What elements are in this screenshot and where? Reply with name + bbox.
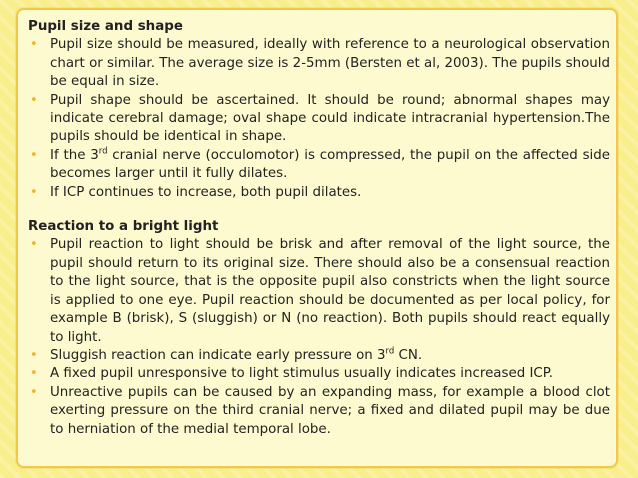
bullet-list-light-reaction [28, 236, 610, 438]
list-item [28, 36, 610, 91]
bullet-text: Pupil size should be measured, ideally with reference to a neurological observation chart or similar. The average size is 2-5mm (Bersten et al, 2003). The pupils should be equal in size. [50, 37, 610, 90]
superscript-ordinal: rd [98, 146, 108, 157]
section-spacer [28, 202, 610, 218]
section-title-pupil-size: Pupil size and shape [28, 19, 183, 34]
list-item [28, 365, 610, 383]
bullet-text: Unreactive pupils can be caused by an expanding mass, for example a blood clot exerting pressure on the third cranial nerve; a fixed and dilated pupil may be due to herniation of the medial temporal lobe. [50, 384, 610, 437]
bullet-icon: • [30, 366, 38, 382]
bullet-text-start: If the 3 [50, 147, 99, 163]
bullet-icon: • [30, 384, 38, 400]
list-item [28, 184, 610, 202]
bullet-text-end: CN. [394, 347, 423, 363]
bullet-icon: • [30, 37, 38, 53]
superscript-ordinal: rd [385, 346, 395, 357]
list-item [28, 347, 610, 365]
bullet-text: Pupil shape should be ascertained. It should be round; abnormal shapes may indicate cerebral damage; oval shape could indicate intracranial hypertension.The pupils should be identical in shape. [50, 92, 610, 145]
bullet-icon: • [30, 147, 38, 163]
bullet-text-start: Sluggish reaction can indicate early pressure on 3 [50, 347, 386, 363]
bullet-text: A fixed pupil unresponsive to light stimulus usually indicates increased ICP. [50, 366, 554, 382]
bullet-icon: • [30, 184, 38, 200]
bullet-text: Pupil reaction to light should be brisk and after removal of the light source, the pupil should return to its original size. There should also be a consensual reaction to the light source, that is the opposite pupil also constricts when the light source is applied to one eye. Pupil reaction should be documented as per local policy, for example B (brisk), S (sluggish) or N (no reaction). Both pupils should react equally to light. [50, 237, 610, 345]
bullet-text-end: cranial nerve (occulomotor) is compressed, the pupil on the affected side becomes larger until it fully dilates. [50, 147, 611, 182]
bullet-text: If ICP continues to increase, both pupil dilates. [50, 184, 362, 200]
slide-content [28, 18, 610, 439]
bullet-icon: • [30, 92, 38, 108]
list-item [28, 236, 610, 346]
bullet-list-pupil-size [28, 36, 610, 202]
list-item [28, 147, 610, 184]
section-title-light-reaction: Reaction to a bright light [28, 219, 219, 235]
bullet-icon: • [30, 347, 38, 363]
list-item [28, 92, 610, 147]
bullet-icon: • [30, 237, 38, 253]
list-item [28, 384, 610, 439]
